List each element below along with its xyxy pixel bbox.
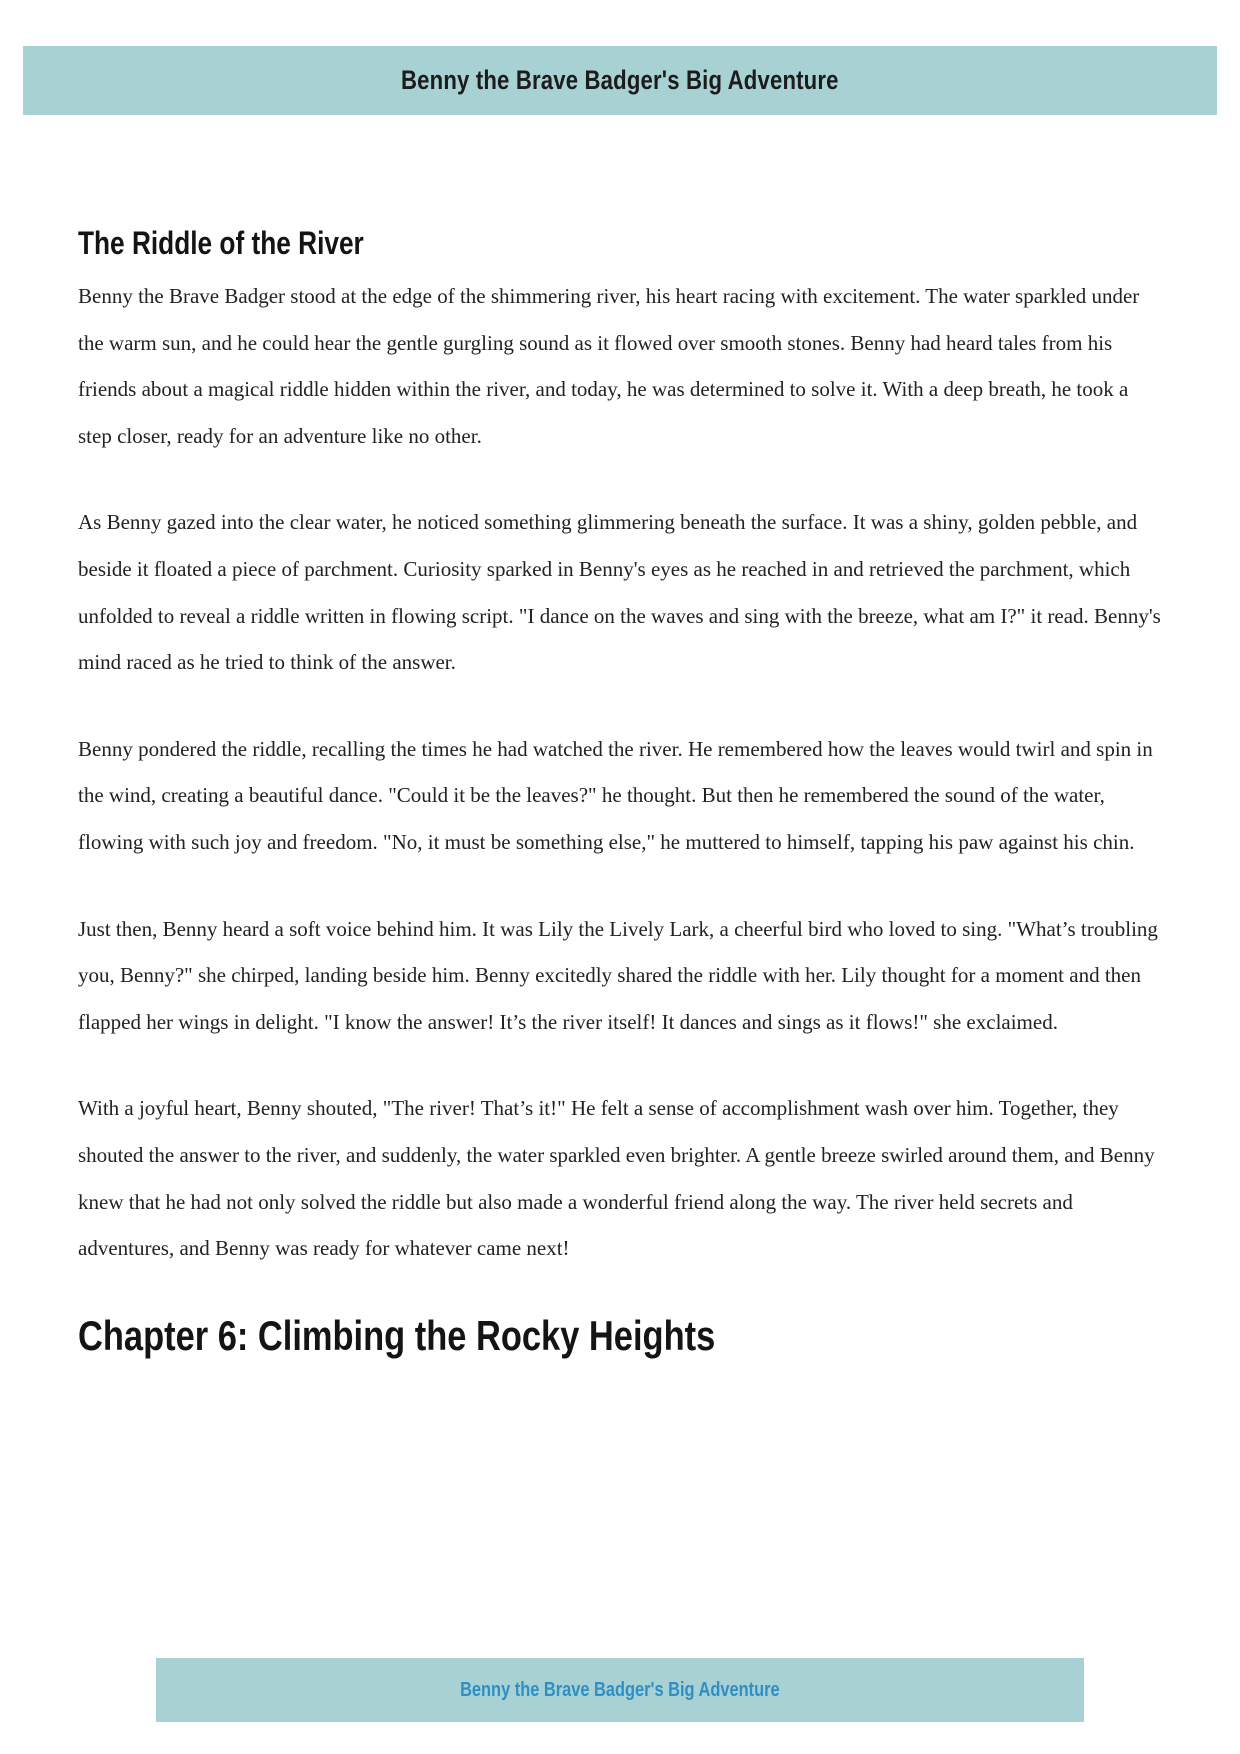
paragraph: As Benny gazed into the clear water, he noticed something glimmering beneath the surface. It was a shiny, golden pebble, and beside it floated a piece of parchment. Curiosity sparked in Benny's eyes as he reached in and retrieved the parchment, which unfolded to reveal a riddle written in flowing script. "I dance on the waves and sing with the breeze, what am I?" it read. Benny's mind raced as he tried to think of the answer. bbox=[78, 510, 1161, 675]
footer-title: Benny the Brave Badger's Big Adventure bbox=[460, 1678, 780, 1701]
page-footer bbox=[156, 1658, 1084, 1722]
paragraph: Benny the Brave Badger stood at the edge of the shimmering river, his heart racing with excitement. The water sparkled under the warm sun, and he could hear the gentle gurgling sound as it flowed over smooth stones. Benny had heard tales from his friends about a magical riddle hidden within the river, and today, he was determined to solve it. With a deep breath, he took a step closer, ready for an adventure like no other. bbox=[78, 284, 1140, 448]
paragraph: With a joyful heart, Benny shouted, "The river! That’s it!" He felt a sense of accomplishment wash over him. Together, they shouted the answer to the river, and suddenly, the water sparkled even brighter. A gentle breeze swirled around them, and Benny knew that he had not only solved the riddle but also made a wonderful friend along the way. The river held secrets and adventures, and Benny was ready for whatever came next! bbox=[78, 1096, 1155, 1261]
section-heading: The Riddle of the River bbox=[78, 225, 364, 261]
page-header bbox=[23, 46, 1217, 115]
header-title: Benny the Brave Badger's Big Adventure bbox=[401, 65, 839, 95]
paragraph: Benny pondered the riddle, recalling the times he had watched the river. He remembered how the leaves would twirl and spin in the wind, creating a beautiful dance. "Could it be the leaves?" he thought. But then he remembered the sound of the water, flowing with such joy and freedom. "No, it must be something else," he muttered to himself, tapping his paw against his chin. bbox=[78, 736, 1153, 854]
chapter-heading: Chapter 6: Climbing the Rocky Heights bbox=[78, 1311, 716, 1359]
page-content bbox=[78, 218, 1162, 1364]
paragraph: Just then, Benny heard a soft voice behind him. It was Lily the Lively Lark, a cheerful bird who loved to sing. "What’s troubling you, Benny?" she chirped, landing beside him. Benny excitedly shared the riddle with her. Lily thought for a moment and then flapped her wings in delight. "I know the answer! It’s the river itself! It dances and sings as it flows!" she exclaimed. bbox=[78, 916, 1158, 1034]
